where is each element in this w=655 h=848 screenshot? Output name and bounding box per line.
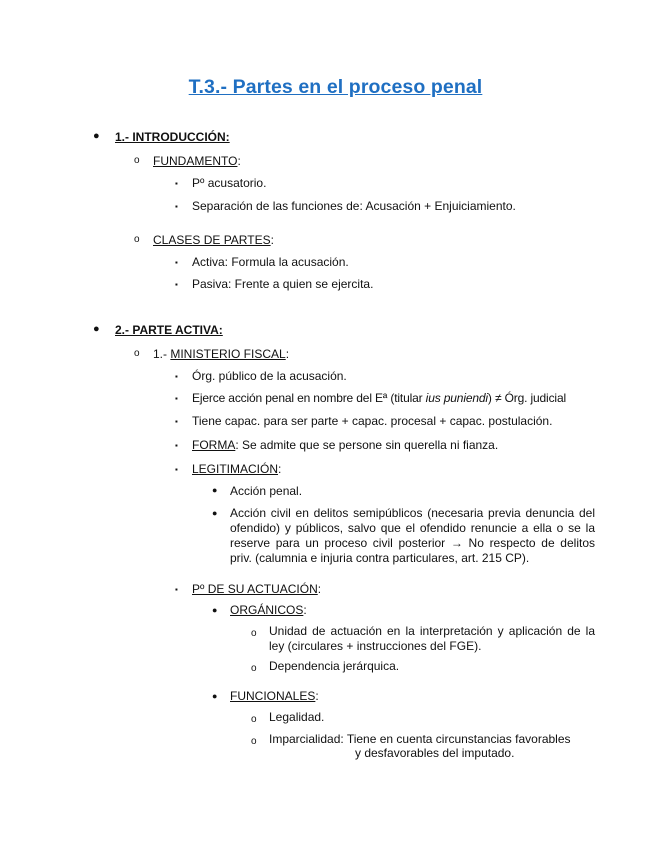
bullet-icon: ▪ <box>175 258 178 267</box>
arrow-right-icon: → <box>450 536 463 550</box>
item-label: FUNCIONALES <box>230 689 316 703</box>
list-item <box>230 506 595 566</box>
bullet-icon: ▪ <box>175 202 178 211</box>
bullet-icon: ● <box>212 508 218 518</box>
list-item <box>269 732 571 747</box>
subsection-suffix: : <box>285 347 290 361</box>
subsection-suffix: : <box>270 233 274 247</box>
list-item: Órg. público de la acusación. <box>192 369 347 383</box>
list-item <box>192 462 281 477</box>
text-run: Acción civil en delitos semipúblicos (necesaria previa denuncia del ofendido) y públicos, salvo que el ofendido renuncie a ella o se la reserve para un proceso civil posterior <box>230 506 595 550</box>
list-item: Legalidad. <box>269 710 325 724</box>
page-title: T.3.- Partes en el proceso penal <box>188 76 483 98</box>
item-label: FORMA <box>192 438 236 452</box>
item-label: Pº DE SU ACTUACIÓN <box>192 582 318 596</box>
subsection-heading <box>153 347 289 362</box>
bullet-icon: o <box>251 628 257 639</box>
section-heading: 1.- INTRODUCCIÓN: <box>115 130 230 144</box>
bullet-icon: ▪ <box>175 394 178 403</box>
bullet-icon: ● <box>93 130 100 142</box>
list-item: Tiene capac. para ser parte + capac. procesal + capac. postulación. <box>192 414 553 428</box>
bullet-icon: ● <box>212 605 218 615</box>
text-run: No respecto de delitos priv. (calumnia e injuria contra particulares, art. 215 CP). <box>230 536 595 565</box>
bullet-icon: ▪ <box>175 280 178 289</box>
bullet-icon: ▪ <box>175 417 178 426</box>
section-heading: 2.- PARTE ACTIVA: <box>115 323 223 337</box>
text-run: : <box>278 462 282 476</box>
subsection-label: CLASES DE PARTES <box>153 233 271 247</box>
bullet-icon: o <box>251 736 257 747</box>
bullet-icon: ▪ <box>175 585 178 594</box>
list-item <box>192 582 321 597</box>
text-run: : Se admite que se persone sin querella ni fianza. <box>235 438 499 452</box>
text-run: : <box>315 689 319 703</box>
bullet-icon: ● <box>212 485 218 495</box>
text-run: Imparcialidad: <box>269 732 347 746</box>
bullet-icon: o <box>251 714 257 725</box>
list-item: Pº acusatorio. <box>192 176 267 190</box>
list-item: Dependencia jerárquica. <box>269 659 400 673</box>
item-label: LEGITIMACIÓN <box>192 462 279 476</box>
text-run: : <box>303 603 307 617</box>
bullet-icon: o <box>134 348 140 359</box>
list-item: Unidad de actuación en la interpretación y aplicación de la ley (circulares + instrucciones del FGE). <box>269 624 595 653</box>
bullet-icon: o <box>134 155 140 166</box>
bullet-icon: ● <box>212 691 218 701</box>
bullet-icon: o <box>134 234 140 245</box>
list-item-continuation: y desfavorables del imputado. <box>355 746 515 760</box>
text-run: ) ≠ Órg. judicial <box>487 391 566 405</box>
list-item: Activa: Formula la acusación. <box>192 255 349 269</box>
subsection-label: FUNDAMENTO <box>153 154 238 168</box>
bullet-icon: ● <box>93 323 100 335</box>
list-item <box>230 689 319 704</box>
list-item: Pasiva: Frente a quien se ejercita. <box>192 277 374 291</box>
text-run: Tiene en cuenta circunstancias favorables <box>346 732 571 746</box>
subsection-suffix: : <box>237 154 241 168</box>
list-item <box>230 603 307 618</box>
subsection-heading <box>153 233 274 248</box>
list-item <box>192 391 566 406</box>
list-item <box>192 438 498 453</box>
text-run: : <box>317 582 322 596</box>
list-item: Acción penal. <box>230 484 303 498</box>
item-label: ORGÁNICOS <box>230 603 304 617</box>
list-item: Separación de las funciones de: Acusación + Enjuiciamiento. <box>192 199 516 213</box>
subsection-label: MINISTERIO FISCAL <box>170 347 286 361</box>
bullet-icon: ▪ <box>175 179 178 188</box>
subsection-prefix: 1.- <box>153 347 171 361</box>
bullet-icon: o <box>251 663 257 674</box>
text-run: Ejerce acción penal en nombre del Eª (titular <box>192 391 426 405</box>
bullet-icon: ▪ <box>175 372 178 381</box>
bullet-icon: ▪ <box>175 465 178 474</box>
subsection-heading <box>153 154 241 169</box>
italic-term: ius puniendi <box>425 391 488 405</box>
bullet-icon: ▪ <box>175 441 178 450</box>
